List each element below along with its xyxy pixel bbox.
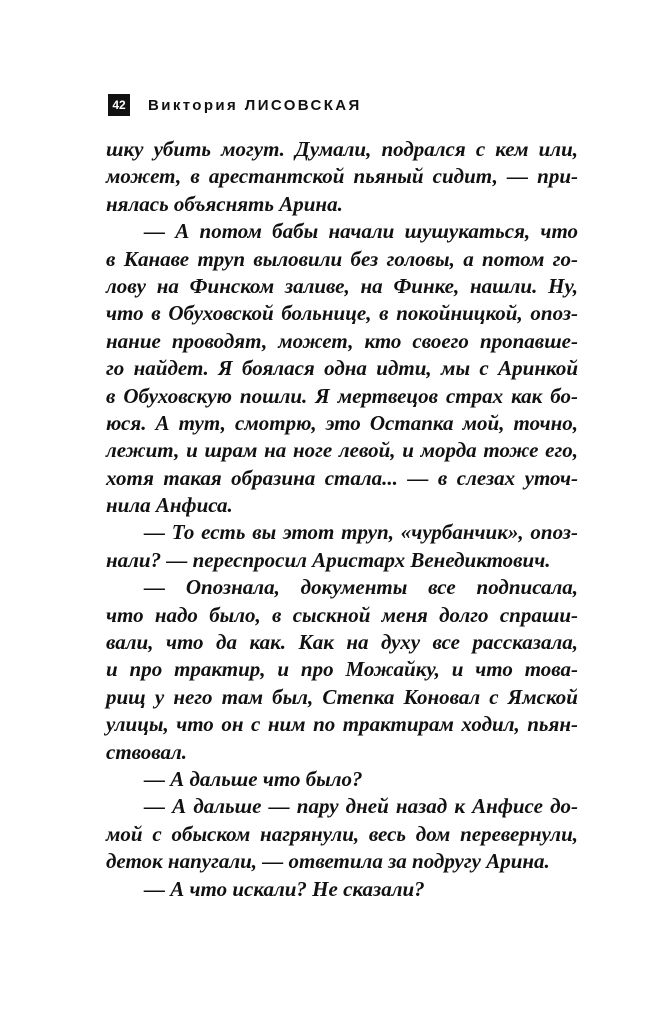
text-line: и про трактир, и про Можайку, и что това-: [106, 657, 578, 682]
text-line: что в Обуховской больнице, в покойницкой, опоз-: [106, 301, 578, 326]
page-number: 42: [108, 94, 130, 116]
running-head-author: Виктория ЛИСОВСКАЯ: [148, 96, 362, 114]
text-line: лежит, и шрам на ноге левой, и морда тоже его,: [106, 438, 578, 463]
text-line: лову на Финском заливе, на Финке, нашли. Ну,: [106, 273, 578, 298]
text-line: деток напугали, — ответила за подругу Арина.: [106, 849, 550, 874]
text-line: в Канаве труп выловили без головы, а потом го-: [106, 246, 578, 271]
running-header: [108, 92, 362, 118]
text-line: нила Анфиса.: [106, 493, 233, 518]
text-line: — То есть вы этот труп, «чурбанчик», опоз-: [144, 520, 578, 545]
text-line: рищ у него там был, Степка Коновал с Ямской: [106, 684, 578, 709]
text-line: — Опознала, документы все подписала,: [144, 575, 578, 600]
text-line: нялась объяснять Арина.: [106, 191, 343, 216]
text-line: — А дальше что было?: [144, 766, 363, 791]
text-line: мой с обыском нагрянули, весь дом перевернули,: [106, 821, 578, 846]
text-line: го найдет. Я боялася одна идти, мы с Аринкой: [106, 356, 578, 381]
text-line: может, в арестантской пьяный сидит, — при-: [106, 164, 578, 189]
text-line: улицы, что он с ним по трактирам ходил, пьян-: [106, 712, 578, 737]
text-line: — А что искали? Не сказали?: [144, 876, 425, 901]
text-line: — А дальше — пару дней назад к Анфисе до-: [144, 794, 578, 819]
text-line: что надо было, в сыскной меня долго спраши-: [106, 602, 578, 627]
text-line: ствовал.: [106, 739, 188, 764]
body-text: [106, 136, 578, 903]
text-line: нание проводят, может, кто своего пропавше-: [106, 328, 578, 353]
text-line: шку убить могут. Думали, подрался с кем или,: [106, 137, 578, 161]
text-line: — А потом бабы начали шушукаться, что: [144, 219, 578, 244]
text-line: нали? — переспросил Аристарх Венедиктович.: [106, 547, 551, 572]
text-line: юся. А тут, смотрю, это Остапка мой, точно,: [106, 410, 578, 435]
text-line: в Обуховскую пошли. Я мертвецов страх как бо-: [106, 383, 578, 408]
text-line: хотя такая образина стала... — в слезах уточ-: [106, 465, 578, 490]
text-line: вали, что да как. Как на духу все рассказала,: [106, 630, 578, 655]
